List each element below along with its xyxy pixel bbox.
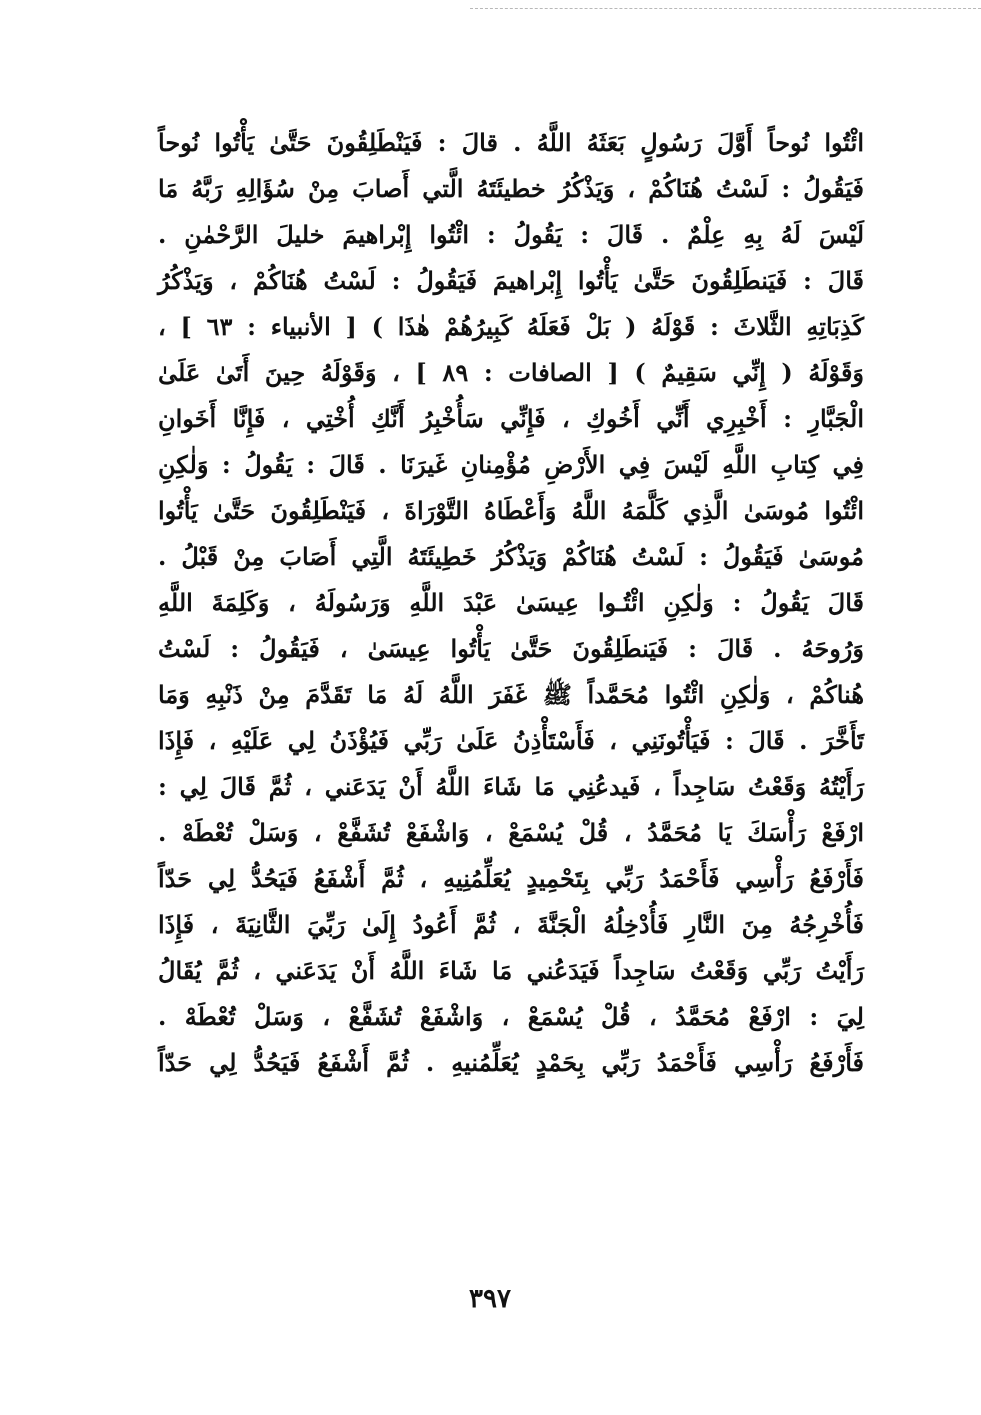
text-line: ائْتُوا نُوحاً أَوَّلَ رَسُولٍ بَعَثَهُ اللَّهُ . قالَ : فَيَنْطَلِقُونَ حَتَّىٰ يَأْتُوا نُوحاً xyxy=(158,128,864,157)
text-line: فَأَرْفَعُ رَأْسِي فَأَحْمَدُ رَبِّي بِحَمْدٍ يُعَلِّمُنيهِ . ثُمَّ أَشْفَعُ فَيَحُدُّ لِي حَدّاً xyxy=(158,1048,864,1077)
text-line: فَيَقُولُ : لَسْتُ هُنَاكُمْ ، وَيَذْكُرُ خطيئَتَهُ الَّتي أَصابَ مِنْ سُؤَالِهِ رَبَّهُ مَا xyxy=(158,174,864,203)
page-number: ٣٩٧ xyxy=(469,1284,511,1314)
text-line: قَالَ يَقُولُ : وَلٰكِنِ ائْتُـوا عِيسَىٰ عَبْدَ اللَّهِ وَرَسُولَهُ ، وَكَلِمَةَ اللَّهِ xyxy=(158,588,864,617)
text-line: رَأَيْتُ رَبِّي وَقَعْتُ سَاجِداً فَيَدَعُني مَا شَاءَ اللَّهُ أَنْ يَدَعَني ، ثُمَّ يُقَالُ xyxy=(158,956,864,985)
text-line: تَأَخَّرَ . قَالَ : فَيَأْتُونَنِي ، فَأَسْتَأْذِنُ عَلَىٰ رَبِّي فَيُؤْذَنُ لِي عَلَيْهِ ، فَإِذَا xyxy=(158,726,864,755)
body-text xyxy=(158,120,864,1086)
text-line: وَرُوحَهُ . قَالَ : فَيَنطَلِقُونَ حَتَّىٰ يَأْتُوا عِيسَىٰ ، فَيَقُولُ : لَسْتُ xyxy=(158,634,864,663)
text-line: لِيَ : ارْفَعْ مُحَمَّدُ ، قُلْ يُسْمَعْ ، وَاشْفَعْ تُشَفَّعْ ، وَسَلْ تُعْطَهْ . xyxy=(158,1002,864,1031)
text-line: رَأَيْتُهُ وَقَعْتُ سَاجِداً ، فَيدعُنِي مَا شَاءَ اللَّهُ أَنْ يَدَعَني ، ثُمَّ قَالَ لِي : xyxy=(158,772,864,801)
text-line: مُوسَىٰ فَيَقُولُ : لَسْتُ هُنَاكُمْ وَيَذْكُرُ خَطِيئَتَهُ الَّتِي أَصَابَ مِنْ قَبْلُ . xyxy=(158,542,864,571)
text-line: ارْفَعْ رَأْسَكَ يَا مُحَمَّدُ ، قُلْ يُسْمَعْ ، وَاشْفَعْ تُشَفَّعْ ، وَسَلْ تُعْطَهْ . xyxy=(158,818,865,847)
text-line: ائْتُوا مُوسَىٰ الَّذِي كَلَّمَهُ اللَّهُ وَأَعْطَاهُ التَّوْرَاةَ ، فَيَنْطَلِقُونَ حَتَّىٰ يَأْتُوا xyxy=(158,496,864,525)
top-edge-rule xyxy=(470,8,981,9)
text-line: فِي كِتابِ اللَّهِ لَيْسَ فِي الأَرْضِ مُؤْمِنانِ غَيرَنَا . قَالَ : يَقُولُ : وَلٰكِنِ xyxy=(158,450,864,479)
text-line: لَيْسَ لَهُ بِهِ عِلْمٌ . قَالَ : يَقُولُ : ائْتُوا إِبْراهيمَ خليلَ الرَّحْمٰنِ . xyxy=(158,220,865,249)
text-line: كَذِبَاتِهِ الثَّلاثَ : قَوْلَهُ ( بَلْ فَعَلَهُ كَبِيرُهُمْ هٰذَا ) [ الأنبياء : ٦٣ ] ، xyxy=(158,312,864,341)
text-line: وَقَوْلَهُ ( إِنِّي سَقِيمٌ ) [ الصافات : ٨٩ ] ، وَقَوْلَهُ حِينَ أَتَىٰ عَلَىٰ xyxy=(158,358,865,387)
text-line: الْجَبَّارِ : أَخْبِرِي أَنِّي أَخُوكِ ، فَإِنِّي سَأُخْبِرُ أَنَّكِ أُخْتِي ، فَإِنَّا أَخَوانِ xyxy=(158,404,864,433)
text-line: هُناكُمْ ، وَلٰكِنِ ائْتُوا مُحَمَّداً ﷺ غَفَرَ اللَّهُ لَهُ مَا تَقَدَّمَ مِنْ ذَنْبِهِ وَمَا xyxy=(158,680,864,709)
text-line: قَالَ : فَيَنطَلِقُونَ حَتَّىٰ يَأْتُوا إِبْراهيمَ فَيَقُولُ : لَسْتُ هُنَاكُمْ ، وَيَذْكُرُ xyxy=(158,266,864,295)
text-line: فَأَرْفَعُ رَأْسِي فَأَحْمَدُ رَبِّي بِتَحْمِيدٍ يُعَلِّمُنِيهِ ، ثُمَّ أَشْفَعُ فَيَحُدُّ لِي حَدّاً xyxy=(158,864,865,893)
text-line: فَأُخْرِجُهُ مِنَ النَّارِ فَأُدْخِلُهُ الْجَنَّةَ ، ثُمَّ أَعُودُ إِلَىٰ رَبِّيَ الثَّانِيَةَ ، فَإِذَا xyxy=(158,910,864,939)
